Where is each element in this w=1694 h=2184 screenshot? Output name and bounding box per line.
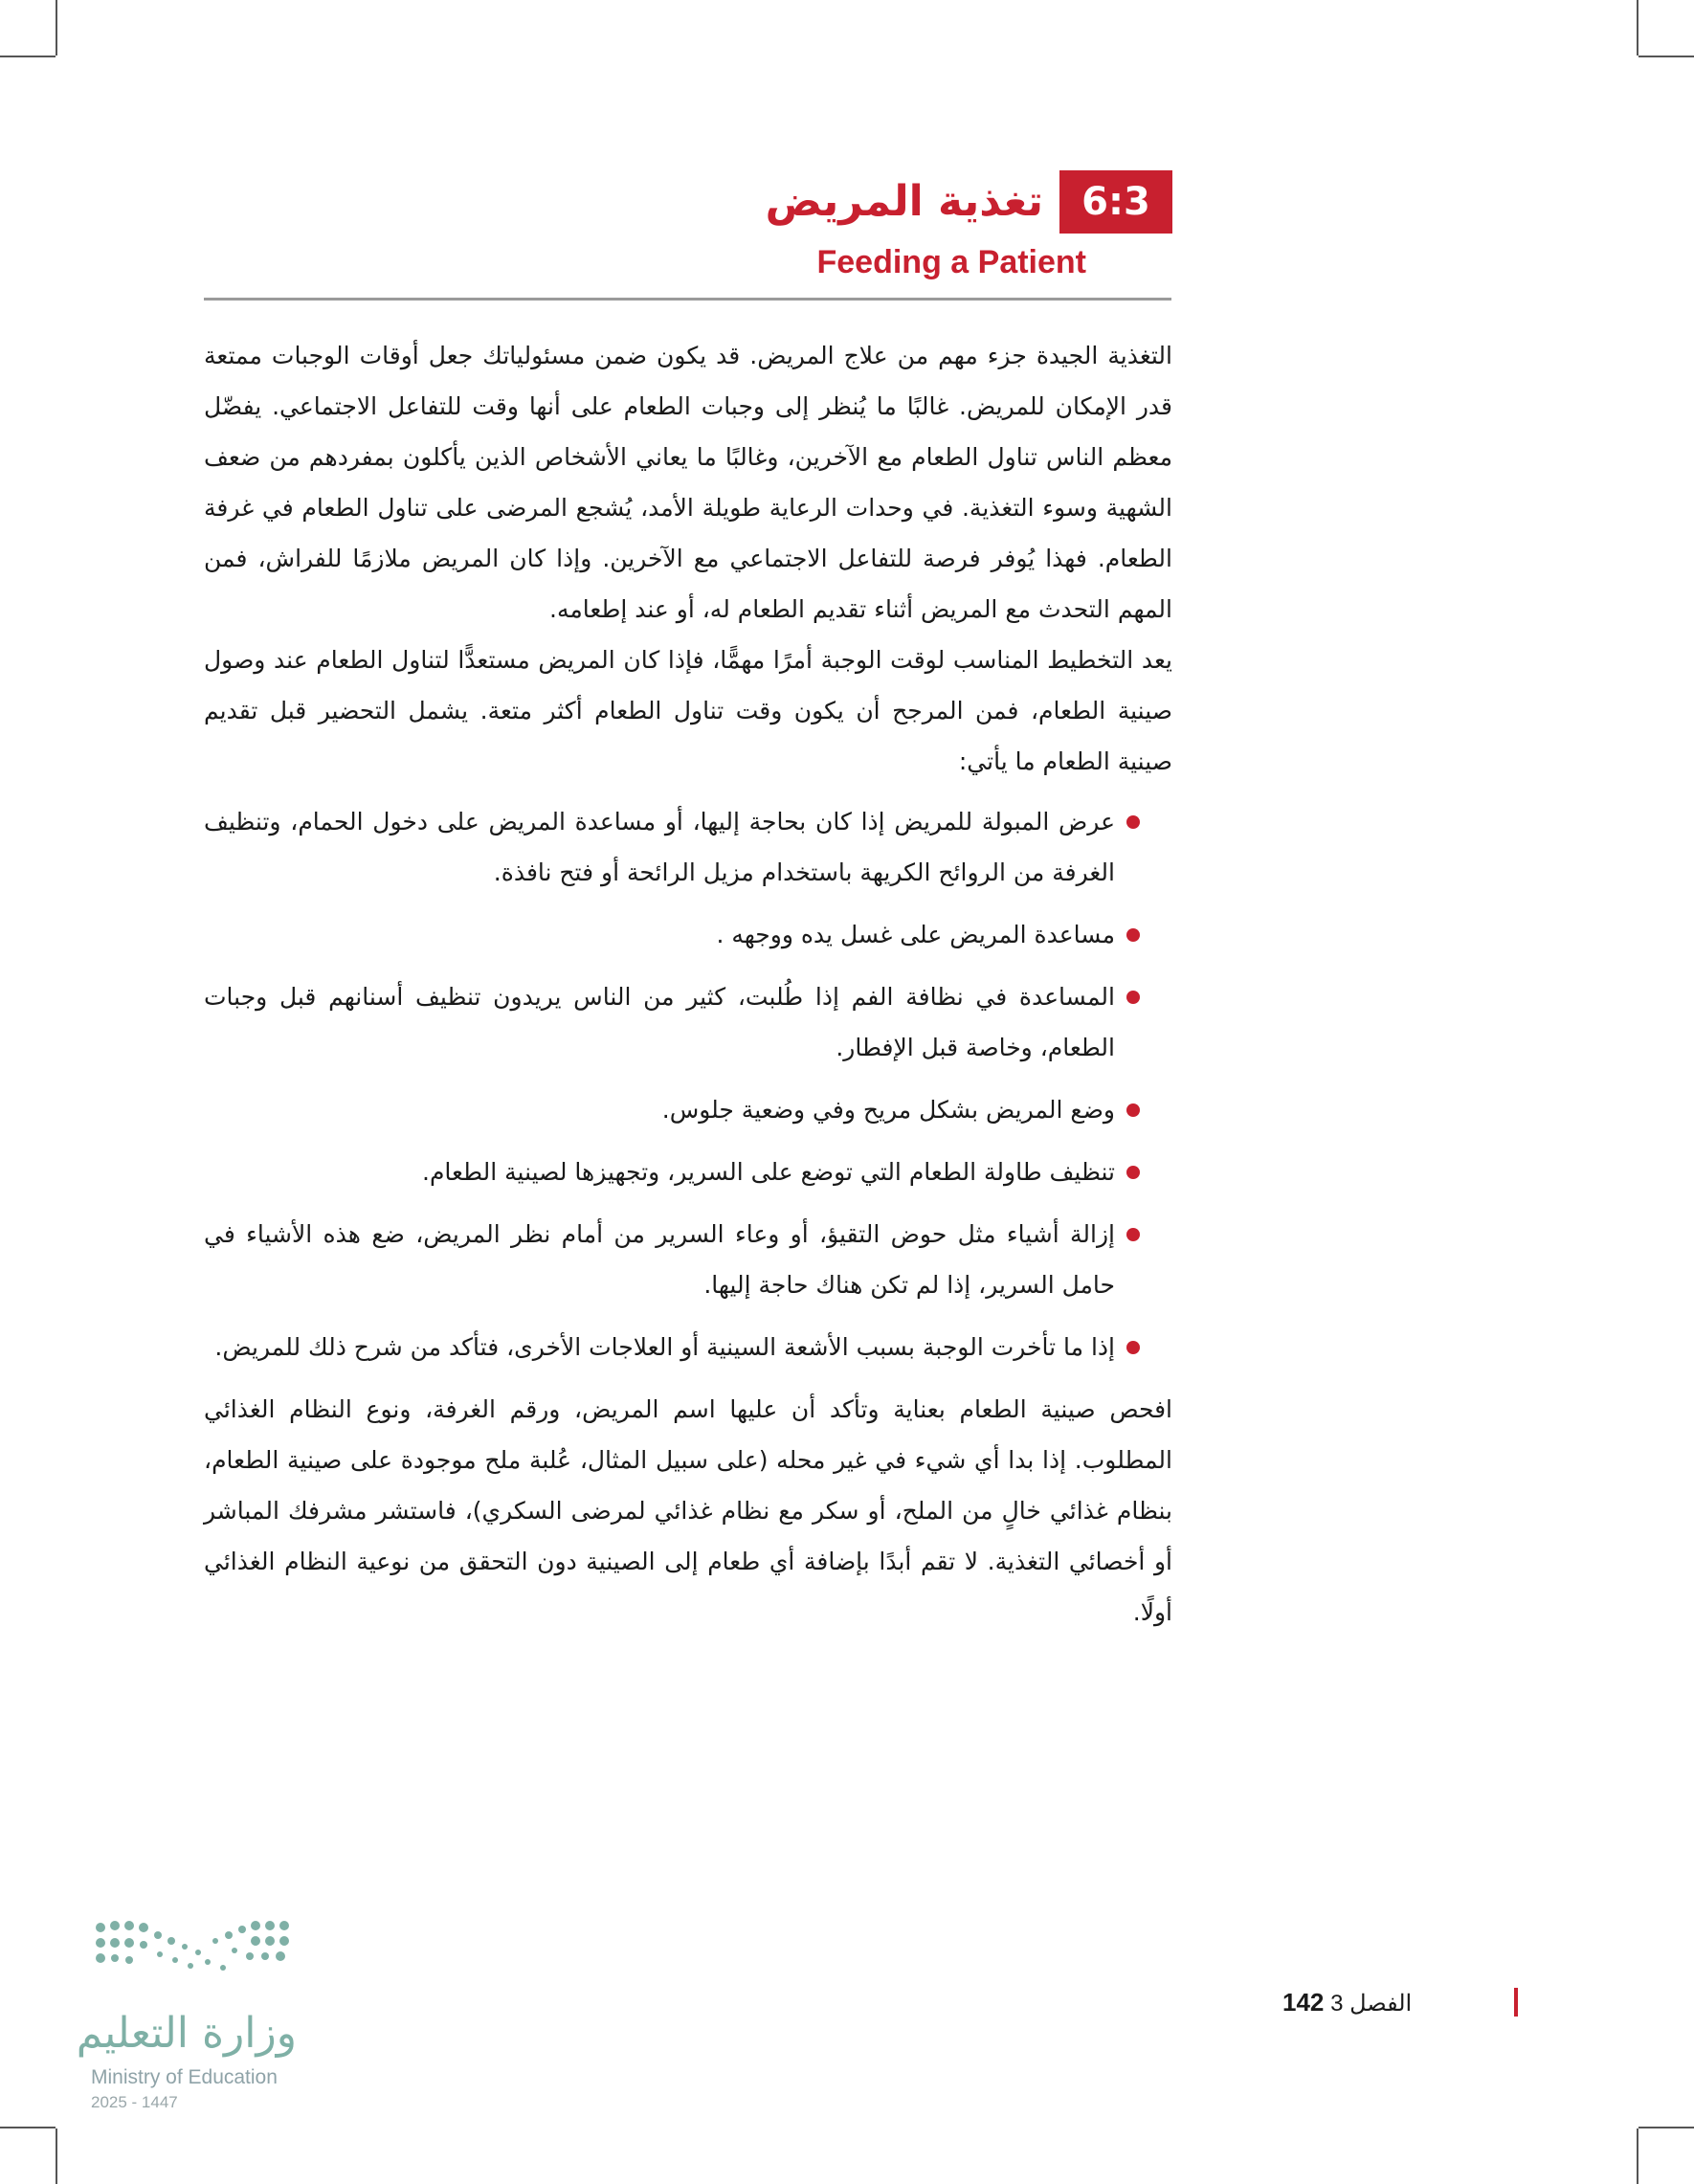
bullet-icon [1126,815,1140,829]
crop-mark [1638,56,1694,57]
preparation-paragraph: يعد التخطيط المناسب لوقت الوجبة أمرًا مهمًّا، فإذا كان المريض مستعدًّا لتناول الطعام عند وصول صينية الطعام، فمن المرجح أن يكون وقت تناول الطعام أكثر متعة. يشمل التحضير قبل تقديم صينية الطعام ما يأتي: [204,646,1172,775]
edition-year: 2025 - 1447 [91,2093,178,2111]
section-title-arabic: تغذية المريض [765,177,1043,226]
crop-mark [1637,2128,1638,2184]
section-number-badge: 6:3 [1059,170,1172,234]
bullet-icon [1126,1228,1140,1241]
crop-mark [56,0,57,56]
list-item: تنظيف طاولة الطعام التي توضع على السرير، وتجهيزها لصينية الطعام. [204,1147,1115,1197]
logo-dots-icon [91,1914,301,2000]
bullet-icon [1126,1166,1140,1179]
bullet-icon [1126,1341,1140,1354]
crop-mark [56,2128,57,2184]
bullet-icon [1126,991,1140,1004]
list-item: مساعدة المريض على غسل يده ووجهه . [204,909,1115,960]
crop-mark [1637,0,1638,56]
chapter-label: الفصل 3 [1330,1991,1413,2017]
title-divider [204,298,1171,301]
page-body [204,330,1172,1638]
ministry-name-english: Ministry of Education [91,2066,278,2088]
ministry-name-arabic: وزارة التعليم [76,2009,297,2058]
list-item: عرض المبولة للمريض إذا كان بحاجة إليها، أو مساعدة المريض على دخول الحمام، وتنظيف الغرفة من الروائح الكريهة باستخدام مزيل الرائحة أو فتح نافذة. [204,796,1115,898]
intro-paragraph: التغذية الجيدة جزء مهم من علاج المريض. قد يكون ضمن مسئولياتك جعل أوقات الوجبات ممتعة قدر الإمكان للمريض. غالبًا ما يُنظر إلى وجبات الطعام على أنها وقت للتفاعل الاجتماعي. يفضّل معظم الناس تناول الطعام مع الآخرين، وغالبًا ما يعاني الأشخاص الذين يأكلون بمفردهم من ضعف الشهية وسوء التغذية. في وحدات الرعاية طويلة الأمد، يُشجع المرضى على تناول الطعام في غرفة الطعام. فهذا يُوفر فرصة للتفاعل الاجتماعي مع الآخرين. وإذا كان المريض ملازمًا للفراش، فمن المهم التحدث مع المريض أثناء تقديم الطعام له، أو عند إطعامه. [204,342,1172,623]
list-item: المساعدة في نظافة الفم إذا طُلبت، كثير من الناس يريدون تنظيف أسنانهم قبل وجبات الطعام، وخاصة قبل الإفطار. [204,971,1115,1073]
crop-mark [1638,2127,1694,2128]
crop-mark [0,56,56,57]
footer-accent-bar [1514,1988,1518,2017]
crop-mark [0,2127,56,2128]
page-number: 142 [1282,1988,1325,2017]
section-title-english: Feeding a Patient [816,244,1086,280]
preparation-list [204,796,1172,1372]
bullet-icon [1126,1103,1140,1117]
list-item: وضع المريض بشكل مريح وفي وضعية جلوس. [204,1084,1115,1135]
bullet-icon [1126,928,1140,942]
list-item: إزالة أشياء مثل حوض التقيؤ، أو وعاء السرير من أمام نظر المريض، ضع هذه الأشياء في حامل السرير، إذا لم تكن هناك حاجة إليها. [204,1209,1115,1310]
page-footer [1282,1986,1412,2020]
list-item: إذا ما تأخرت الوجبة بسبب الأشعة السينية أو العلاجات الأخرى، فتأكد من شرح ذلك للمريض. [204,1322,1115,1372]
tray-check-paragraph: افحص صينية الطعام بعناية وتأكد أن عليها اسم المريض، ورقم الغرفة، ونوع النظام الغذائي المطلوب. إذا بدا أي شيء في غير محله (على سبيل المثال، عُلبة ملح موجودة على صينية الطعام، بنظام غذائي خالٍ من الملح، أو سكر مع نظام غذائي لمرضى السكري)، فاستشر مشرفك المباشر أو أخصائي التغذية. لا تقم أبدًا بإضافة أي طعام إلى الصينية دون التحقق من نوعية النظام الغذائي أولًا. [204,1395,1172,1626]
